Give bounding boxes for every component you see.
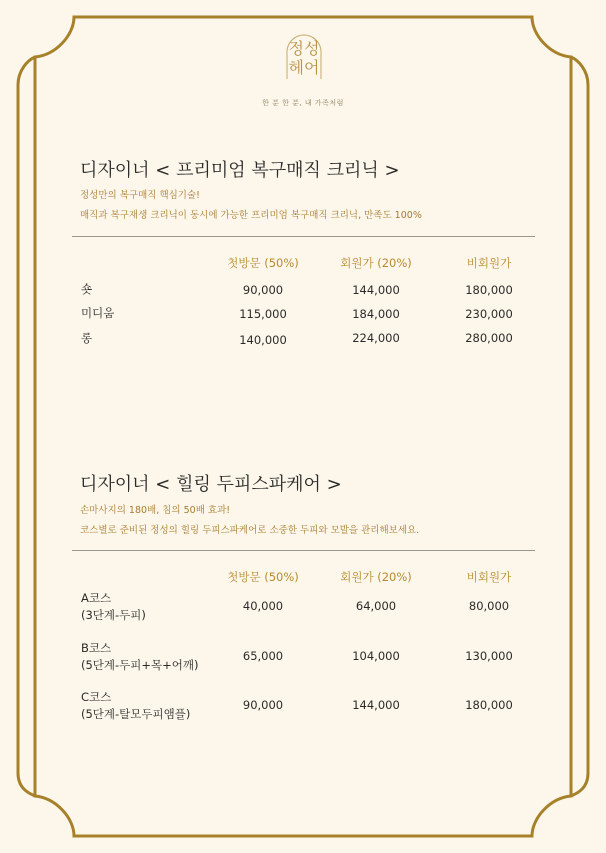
- price-cell: 65,000: [242, 649, 284, 663]
- row-label: [81, 640, 198, 674]
- price-cell: 80,000: [468, 599, 510, 613]
- row-label: 롱: [81, 331, 93, 345]
- logo-line1: 정성: [288, 39, 320, 58]
- section-desc: 정성만의 복구매직 핵심기술!: [80, 190, 200, 201]
- price-cell: 90,000: [242, 283, 284, 297]
- row-label: [81, 689, 190, 723]
- course-name: C코스: [81, 690, 112, 704]
- price-cell: 104,000: [352, 649, 400, 663]
- price-cell: 90,000: [242, 698, 284, 712]
- price-cell: 180,000: [465, 283, 513, 297]
- column-header: 회원가 (20%): [340, 570, 412, 584]
- row-label: 미디움: [81, 306, 115, 320]
- price-cell: 144,000: [352, 283, 400, 297]
- price-cell: 130,000: [465, 649, 513, 663]
- divider: [72, 550, 535, 551]
- column-header: 비회원가: [466, 570, 512, 584]
- tagline: 한 분 한 분, 내 가족처럼: [262, 99, 344, 107]
- section-desc: 손마사지의 180배, 침의 50배 효과!: [80, 505, 231, 516]
- section-desc: 매직과 복구재생 크리닉이 동시에 가능한 프리미엄 복구매직 크리닉, 만족도 100%: [80, 210, 422, 221]
- column-header: 첫방문 (50%): [227, 256, 299, 270]
- price-cell: 180,000: [465, 698, 513, 712]
- logo-line2: 헤어: [288, 58, 320, 77]
- price-cell: 224,000: [352, 331, 400, 345]
- price-cell: 115,000: [239, 307, 287, 321]
- price-cell: 40,000: [242, 599, 284, 613]
- price-cell: 140,000: [239, 333, 287, 347]
- logo: [281, 29, 327, 89]
- price-cell: 144,000: [352, 698, 400, 712]
- column-header: 비회원가: [466, 256, 512, 270]
- divider: [72, 236, 535, 237]
- price-cell: 184,000: [352, 307, 400, 321]
- course-name: B코스: [81, 641, 112, 655]
- course-detail: (5단계-탈모두피앰플): [81, 707, 191, 721]
- row-label: 숏: [81, 282, 93, 296]
- course-name: A코스: [81, 591, 112, 605]
- price-cell: 64,000: [355, 599, 397, 613]
- course-detail: (3단계-두피): [81, 608, 146, 622]
- section-title: 디자이너 < 프리미엄 복구매직 크리닉 >: [80, 160, 400, 181]
- section-title: 디자이너 < 힐링 두피스파케어 >: [80, 474, 342, 495]
- section-desc: 코스별로 준비된 정성의 힐링 두피스파케어로 소중한 두피와 모발을 관리해보세요.: [80, 525, 420, 536]
- price-cell: 280,000: [465, 331, 513, 345]
- column-header: 첫방문 (50%): [227, 570, 299, 584]
- price-cell: 230,000: [465, 307, 513, 321]
- row-label: [81, 590, 146, 624]
- column-header: 회원가 (20%): [340, 256, 412, 270]
- course-detail: (5단계-두피+목+어깨): [81, 658, 199, 672]
